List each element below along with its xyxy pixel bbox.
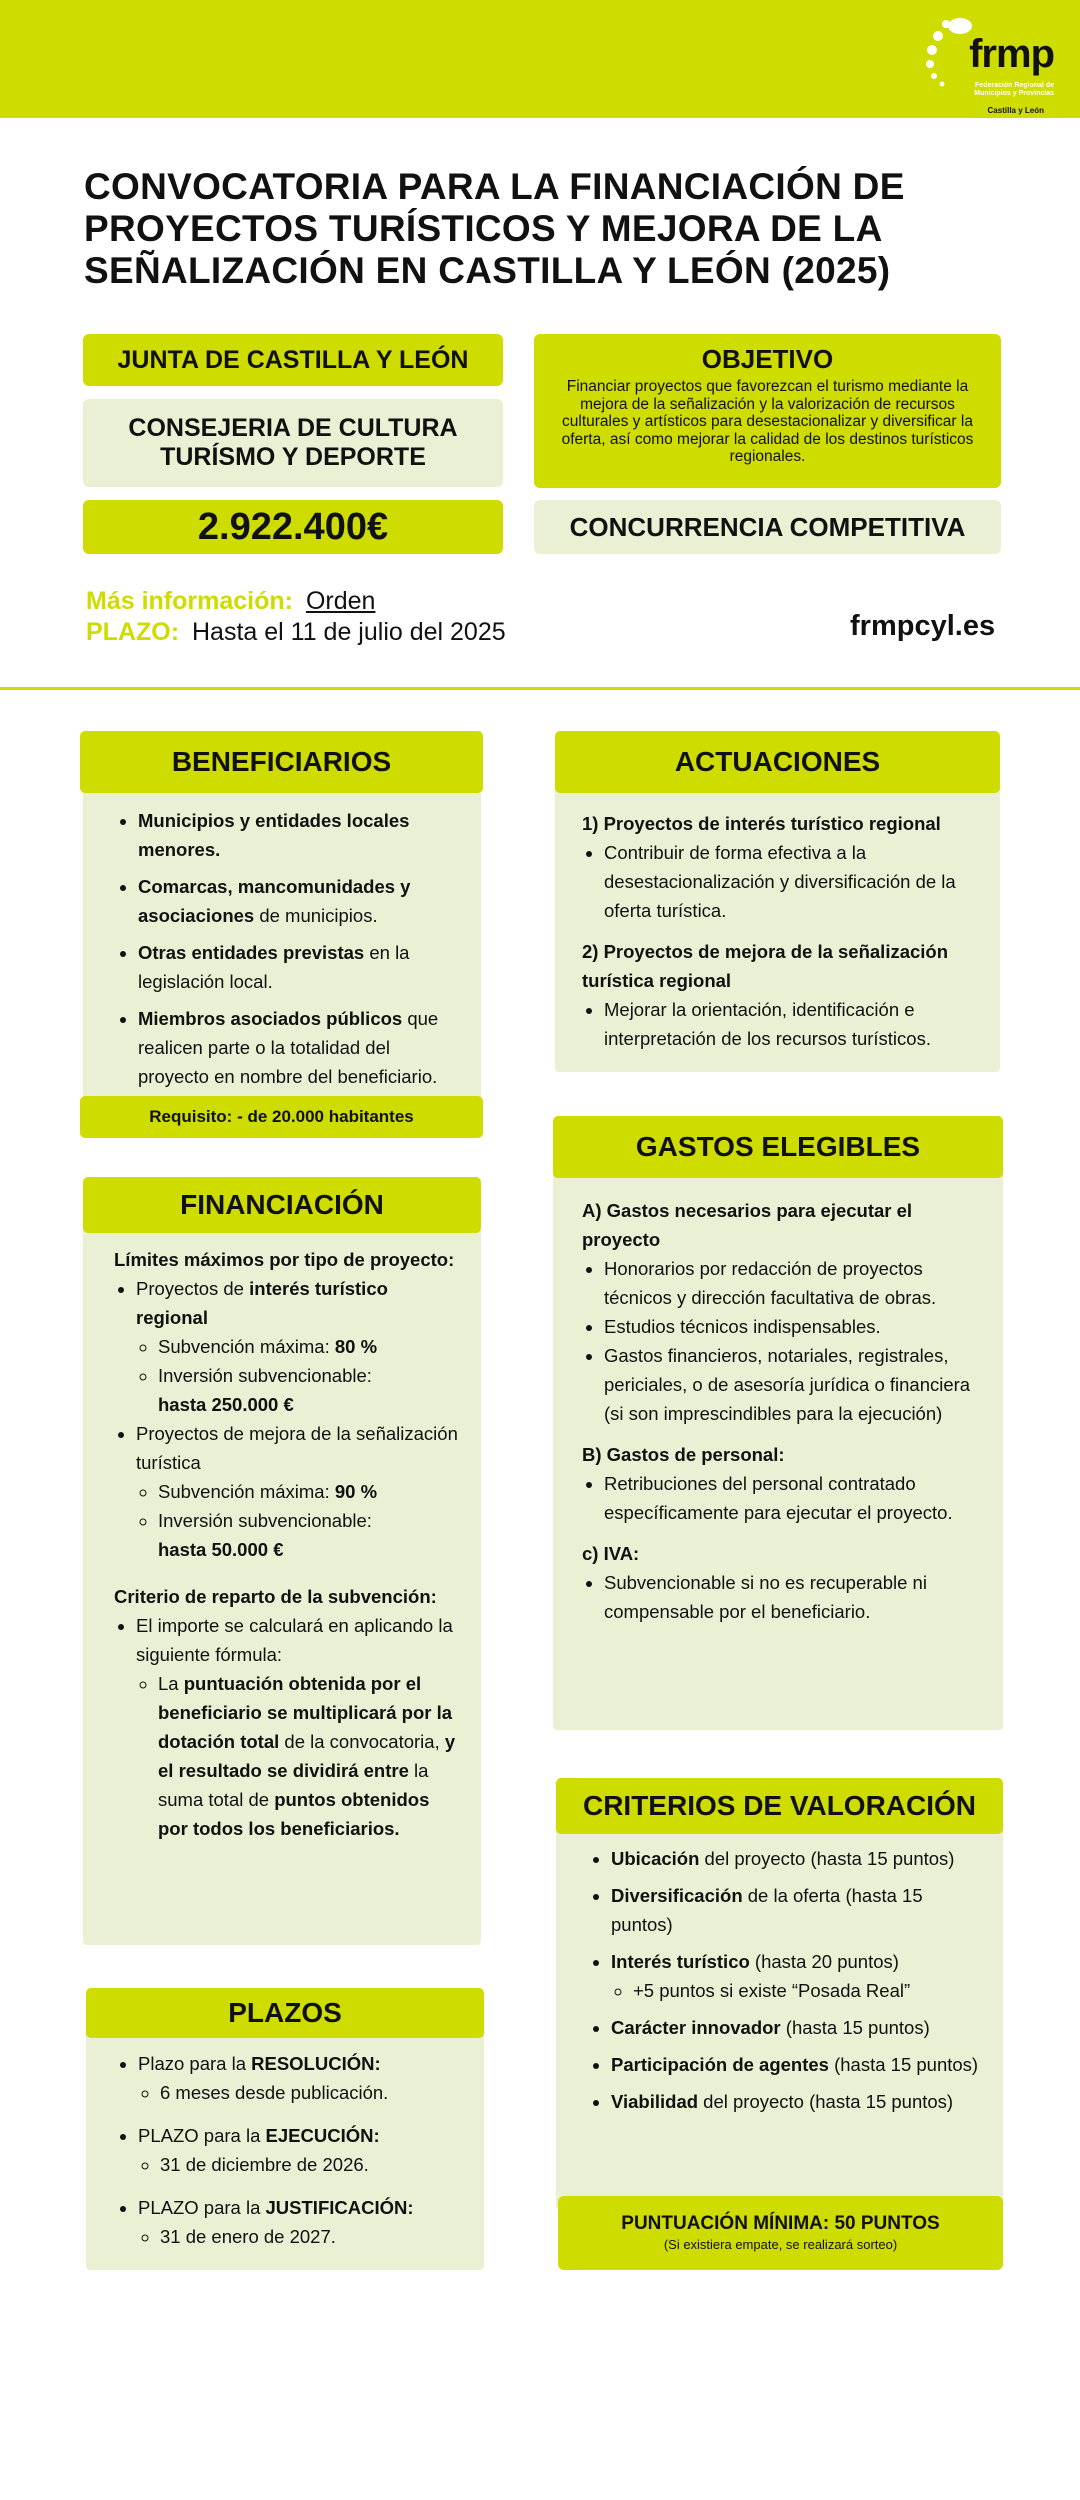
actuaciones-section-2: 2) Proyectos de mejora de la señalización turística regional xyxy=(582,941,949,991)
page-title: CONVOCATORIA PARA LA FINANCIACIÓN DE PROYECTOS TURÍSTICOS Y MEJORA DE LA SEÑALIZACIÓN EN CASTILLA Y LEÓN (2025) xyxy=(84,166,905,291)
list-item: • Plazo para la RESOLUCIÓN: ◦ 6 meses desde publicación. xyxy=(138,2049,466,2107)
plazos-list xyxy=(116,2049,466,2251)
list-item: • Diversificación de la oferta (hasta 15 puntos) xyxy=(611,1881,989,1939)
summary-organization: JUNTA DE CASTILLA Y LEÓN xyxy=(83,334,503,386)
actuaciones-section-1: 1) Proyectos de interés turístico regional xyxy=(582,813,941,834)
logo-subtitle: Federación Regional de Municipios y Provincias xyxy=(974,82,1054,97)
objective-title: OBJETIVO xyxy=(701,344,834,374)
list-item: • Carácter innovador (hasta 15 puntos) xyxy=(611,2013,989,2042)
deadline-value: Hasta el 11 de julio del 2025 xyxy=(192,618,506,646)
minimum-score-badge xyxy=(558,2196,1003,2270)
criterios-header: CRITERIOS DE VALORACIÓN xyxy=(556,1778,1003,1834)
list-item: ◦ Subvención máxima: 90 % xyxy=(158,1477,464,1506)
plazos-header: PLAZOS xyxy=(86,1988,484,2038)
list-item: ◦ 31 de diciembre de 2026. xyxy=(160,2150,466,2179)
section-divider xyxy=(0,687,1080,690)
gastos-section-a: A) Gastos necesarios para ejecutar el proyecto xyxy=(582,1200,913,1250)
site-link[interactable]: frmpcyl.es xyxy=(850,610,996,642)
gastos-section-c: c) IVA: xyxy=(582,1543,640,1564)
beneficiarios-header: BENEFICIARIOS xyxy=(80,731,483,793)
list-item: • Retribuciones del personal contratado específicamente para ejecutar el proyecto. xyxy=(604,1469,987,1527)
list-item: • Contribuir de forma efectiva a la desestacionalización y diversificación de la oferta turística. xyxy=(604,838,982,925)
deadline-line xyxy=(86,616,506,648)
list-item: • Comarcas, mancomunidades y asociaciones de municipios. xyxy=(138,872,466,930)
more-info-label: Más información: xyxy=(86,587,293,615)
summary-amount: 2.922.400€ xyxy=(83,500,503,554)
actuaciones-header: ACTUACIONES xyxy=(555,731,1000,793)
frmp-logo xyxy=(920,14,1060,115)
list-item: • Miembros asociados públicos que realicen parte o la totalidad del proyecto en nombre del beneficiario. xyxy=(138,1004,466,1091)
criterion-title: Criterio de reparto de la subvención: xyxy=(114,1586,437,1607)
list-item: • Viabilidad del proyecto (hasta 15 puntos) xyxy=(611,2087,989,2116)
financiacion-header: FINANCIACIÓN xyxy=(83,1177,481,1233)
list-item: • PLAZO para la JUSTIFICACIÓN: ◦ 31 de enero de 2027. xyxy=(138,2193,466,2251)
list-item: ◦ 6 meses desde publicación. xyxy=(160,2078,466,2107)
header-bar xyxy=(0,0,1080,118)
list-item: • Ubicación del proyecto (hasta 15 puntos) xyxy=(611,1844,989,1873)
minimum-score-title: PUNTUACIÓN MÍNIMA: 50 PUNTOS xyxy=(621,2213,940,2234)
minimum-score-note: (Si existiera empate, se realizará sorteo) xyxy=(663,2237,898,2252)
list-item: • Mejorar la orientación, identificación e interpretación de los recursos turísticos. xyxy=(604,995,982,1053)
order-link[interactable]: Orden xyxy=(305,587,376,615)
beneficiarios-list xyxy=(116,806,466,1099)
logo-region: Castilla y León xyxy=(987,106,1044,115)
requirement-badge: Requisito: - de 20.000 habitantes xyxy=(80,1096,483,1138)
list-item: • Honorarios por redacción de proyectos técnicos y dirección facultativa de obras. xyxy=(604,1254,987,1312)
limits-title: Límites máximos por tipo de proyecto: xyxy=(114,1249,455,1270)
list-item: • Otras entidades previstas en la legislación local. xyxy=(138,938,466,996)
summary-department: CONSEJERIA DE CULTURA TURÍSMO Y DEPORTE xyxy=(83,399,503,487)
logo-text: frmp xyxy=(969,32,1054,76)
actuaciones-content xyxy=(582,809,982,1053)
list-item: • El importe se calculará en aplicando la siguiente fórmula: ◦ La puntuación obtenida por el beneficiario se multiplicará por la dotación total de la convocatoria, y el resultado se dividirá entre la suma total de puntos obtenidos por todos los beneficiarios. xyxy=(136,1611,464,1843)
list-item: ◦ Inversión subvencionable: hasta 250.000 € xyxy=(158,1361,464,1419)
list-item: • PLAZO para la EJECUCIÓN: ◦ 31 de diciembre de 2026. xyxy=(138,2121,466,2179)
list-item: ◦ 31 de enero de 2027. xyxy=(160,2222,466,2251)
financiacion-content xyxy=(114,1245,464,1843)
procedure-box: CONCURRENCIA COMPETITIVA xyxy=(534,500,1001,554)
list-item: ◦ +5 puntos si existe “Posada Real” xyxy=(633,1976,989,2005)
list-item: • Gastos financieros, notariales, registrales, periciales, o de asesoría jurídica o financiera (si son imprescindibles para la ejecución) xyxy=(604,1341,987,1428)
list-item: ◦ Subvención máxima: 80 % xyxy=(158,1332,464,1361)
objective-text: Financiar proyectos que favorezcan el turismo mediante la mejora de la señalización y la valorización de recursos culturales y artísticos para desestacionalizar y diversificar la oferta, así como mejorar la calidad de los destinos turísticos regionales. xyxy=(561,378,974,465)
gastos-content xyxy=(582,1196,987,1626)
formula-item: ◦ La puntuación obtenida por el beneficiario se multiplicará por la dotación total de la convocatoria, y el resultado se dividirá entre la suma total de puntos obtenidos por todos los beneficiarios. xyxy=(158,1669,464,1843)
gastos-header: GASTOS ELEGIBLES xyxy=(553,1116,1003,1178)
list-item: • Estudios técnicos indispensables. xyxy=(604,1312,987,1341)
deadline-label: PLAZO: xyxy=(86,618,180,646)
list-item: • Participación de agentes (hasta 15 puntos) xyxy=(611,2050,989,2079)
criterios-list xyxy=(589,1844,989,2124)
list-item: • Municipios y entidades locales menores. xyxy=(138,806,466,864)
gastos-section-b: B) Gastos de personal: xyxy=(582,1444,785,1465)
list-item: ◦ Inversión subvencionable: hasta 50.000 € xyxy=(158,1506,464,1564)
objective-box xyxy=(534,334,1001,488)
list-item: • Proyectos de interés turístico regional ◦ Subvención máxima: 80 % ◦ Inversión subvencionable: hasta 250.000 € xyxy=(136,1274,464,1419)
more-info-line xyxy=(86,585,375,617)
list-item: • Proyectos de mejora de la señalización turística ◦ Subvención máxima: 90 % ◦ Inversión subvencionable: hasta 50.000 € xyxy=(136,1419,464,1564)
list-item: • Subvencionable si no es recuperable ni compensable por el beneficiario. xyxy=(604,1568,987,1626)
list-item: • Interés turístico (hasta 20 puntos) ◦ +5 puntos si existe “Posada Real” xyxy=(611,1947,989,2005)
